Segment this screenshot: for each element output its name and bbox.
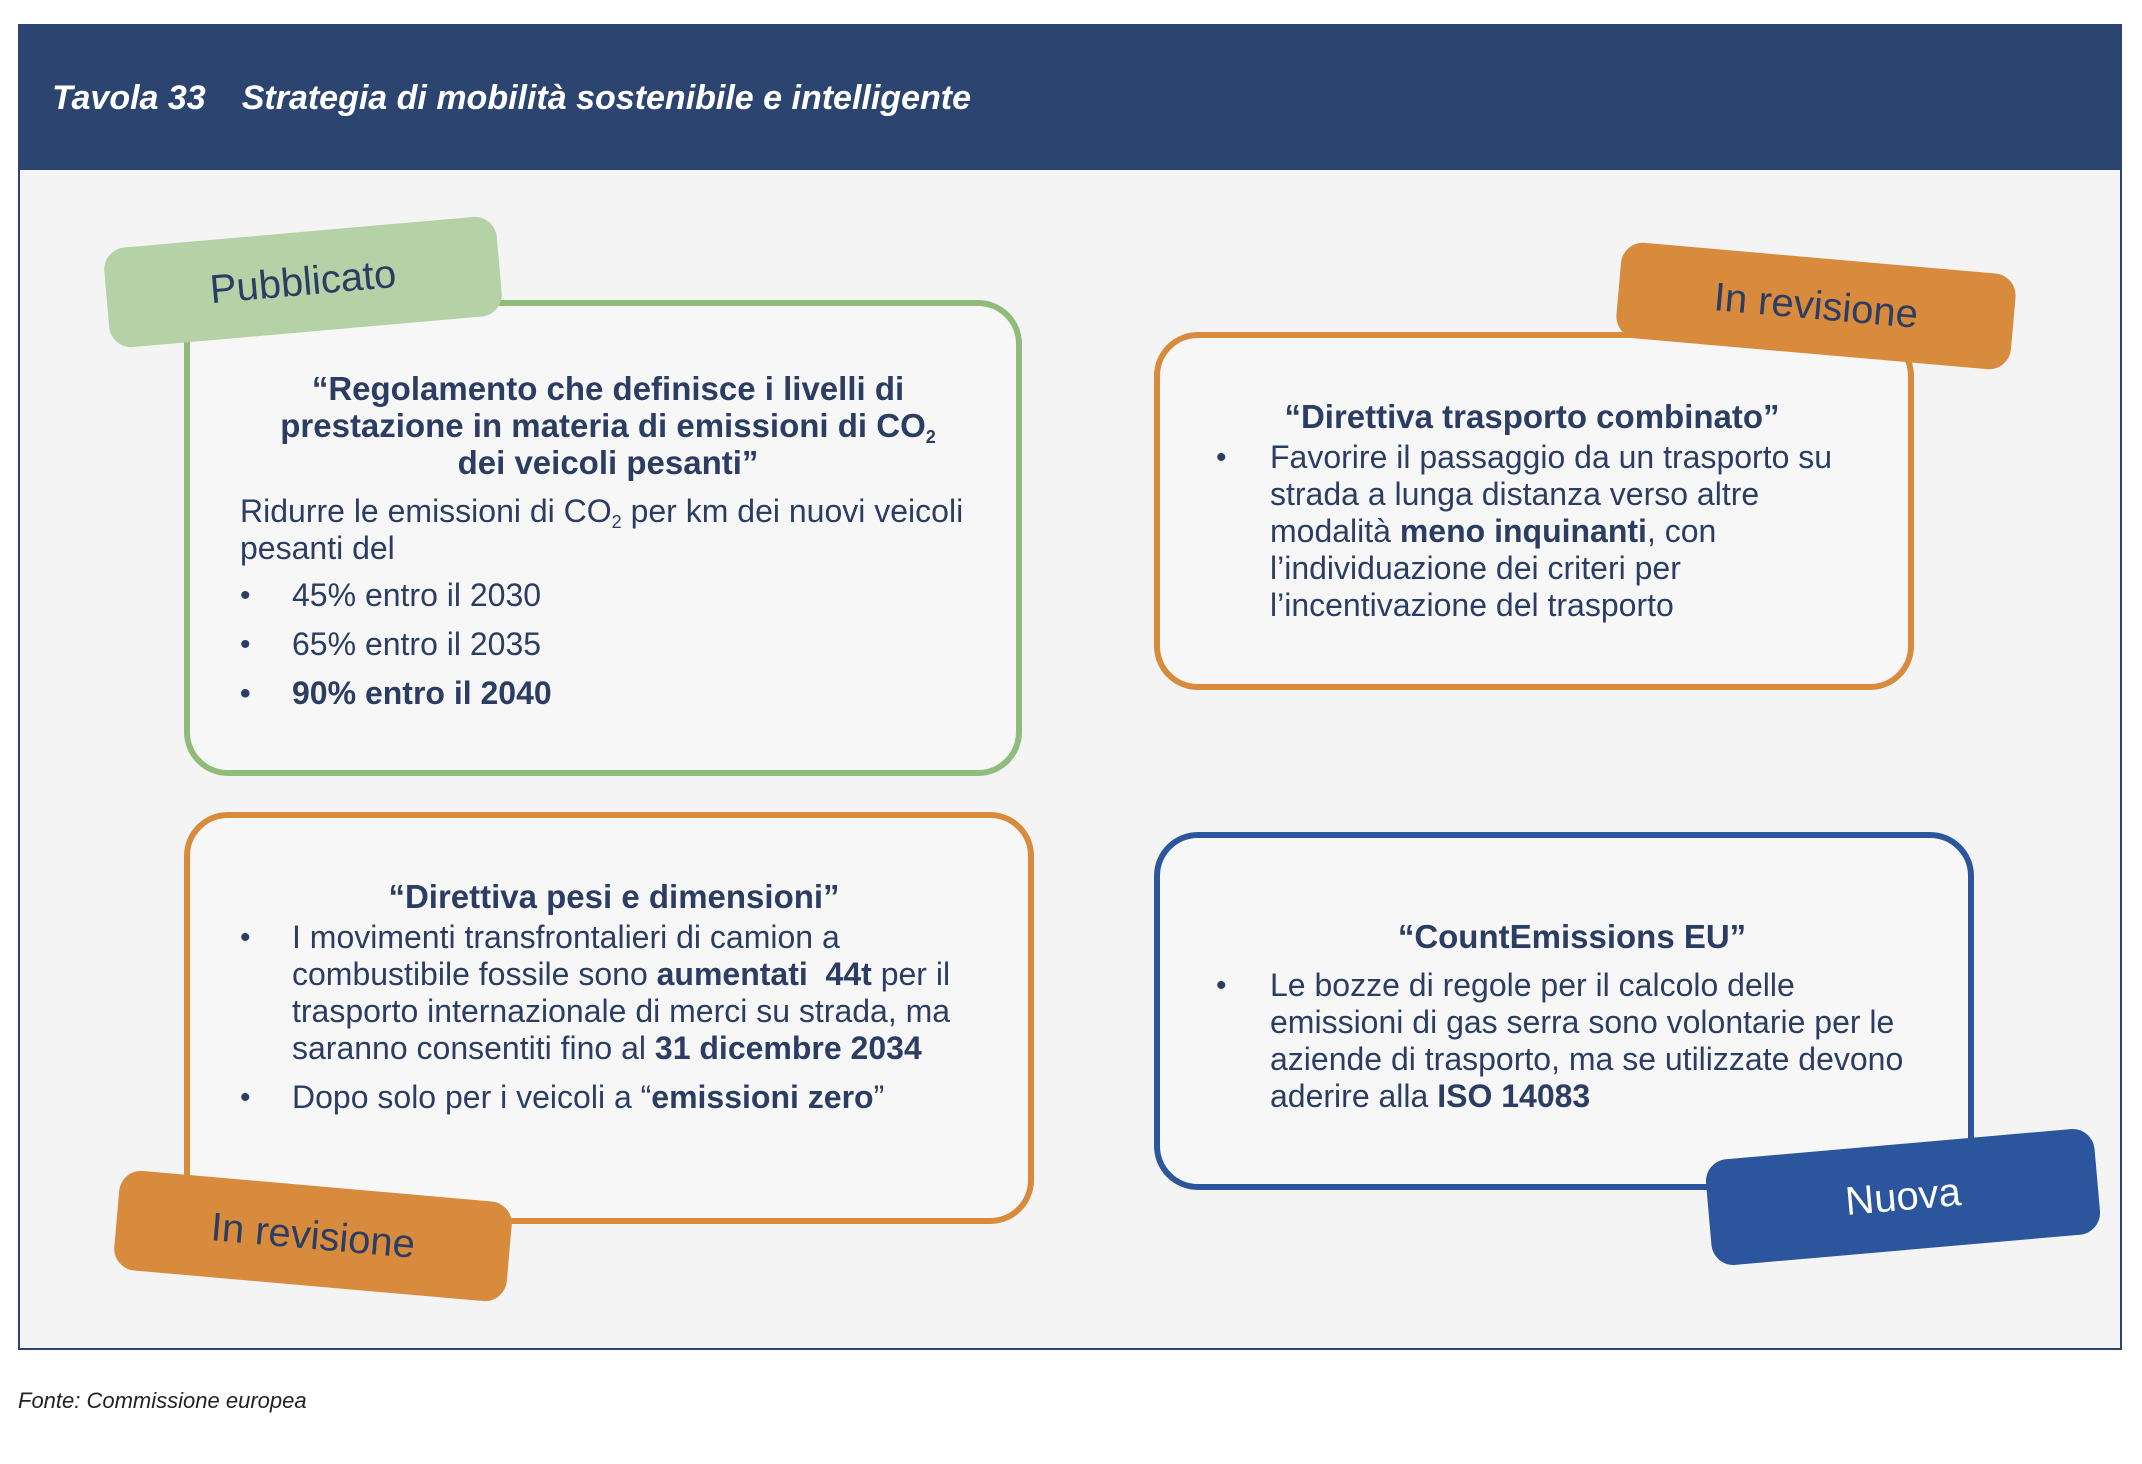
bullet-text: I movimenti transfrontalieri di camion a combustibile fossile sono	[292, 919, 840, 992]
table-title: Strategia di mobilità sostenibile e intelligente	[241, 78, 971, 117]
list-item	[1216, 439, 1868, 624]
status-badge-label: In revisione	[209, 1204, 417, 1267]
co2-regulation-card	[184, 300, 1022, 776]
list-item: • 65% entro il 2035	[240, 626, 976, 663]
source-note: Fonte: Commissione europea	[18, 1388, 307, 1413]
list-item	[240, 1079, 988, 1116]
weights-dimensions-list	[240, 919, 988, 1116]
bullet-text: , con l’individuazione dei criteri per l’incentivazione del trasporto	[1270, 513, 1717, 623]
combined-transport-card	[1154, 332, 1914, 690]
status-badge-label: Nuova	[1843, 1169, 1963, 1224]
list-item: • 90% entro il 2040	[240, 675, 976, 712]
bullet-text: Dopo solo per i veicoli a “	[292, 1079, 652, 1115]
status-badge-label: In revisione	[1712, 274, 1920, 337]
table-number: Tavola 33	[52, 78, 206, 117]
combined-transport-list	[1216, 439, 1868, 624]
co2-intro-subscript: 2	[611, 512, 622, 532]
weights-dimensions-title: “Direttiva pesi e dimensioni”	[388, 878, 840, 915]
list-item	[1216, 967, 1928, 1115]
bullet-text: Favorire il passaggio da un trasporto su strada a lunga distanza verso altre modalità	[1270, 439, 1833, 549]
bullet-text-bold: emissioni zero	[651, 1079, 874, 1115]
combined-transport-title: “Direttiva trasporto combinato”	[1284, 398, 1780, 435]
status-badge-label: Pubblicato	[207, 251, 398, 312]
bullet-text-bold: ISO 14083	[1437, 1078, 1591, 1114]
table-header	[20, 26, 2120, 170]
bullet-text-bold: 31 dicembre 2034	[654, 1030, 922, 1066]
bullet-text: ”	[873, 1079, 885, 1115]
bullet-text: Le bozze di regole per il calcolo delle emissioni di gas serra sono volontarie per le aziende di trasporto, ma se utilizzate devono aderire alla	[1270, 967, 1904, 1114]
weights-dimensions-card	[184, 812, 1034, 1224]
list-item: • 45% entro il 2030	[240, 577, 976, 614]
co2-title-subscript: 2	[925, 427, 936, 447]
bullet-text-bold: aumentati 44t	[656, 956, 872, 992]
co2-intro-text: Ridurre le emissioni di CO	[240, 493, 612, 529]
co2-title-text: “Regolamento che definisce i livelli di prestazione in materia di emissioni di CO	[280, 370, 926, 444]
countemissions-card	[1154, 832, 1974, 1190]
countemissions-list	[1216, 967, 1928, 1115]
bullet-text-bold: meno inquinanti	[1399, 513, 1647, 549]
co2-targets-list	[240, 577, 976, 712]
co2-regulation-title	[240, 370, 976, 481]
co2-intro-text-2: per km dei nuovi veicoli pesanti del	[240, 493, 964, 566]
list-item	[240, 919, 988, 1067]
bullet-text: per il trasporto internazionale di merci su strada, ma saranno consentiti fino al	[292, 956, 951, 1066]
co2-intro	[240, 493, 976, 567]
co2-title-text-2: dei veicoli pesanti”	[457, 444, 759, 481]
countemissions-title: “CountEmissions EU”	[1397, 918, 1747, 955]
